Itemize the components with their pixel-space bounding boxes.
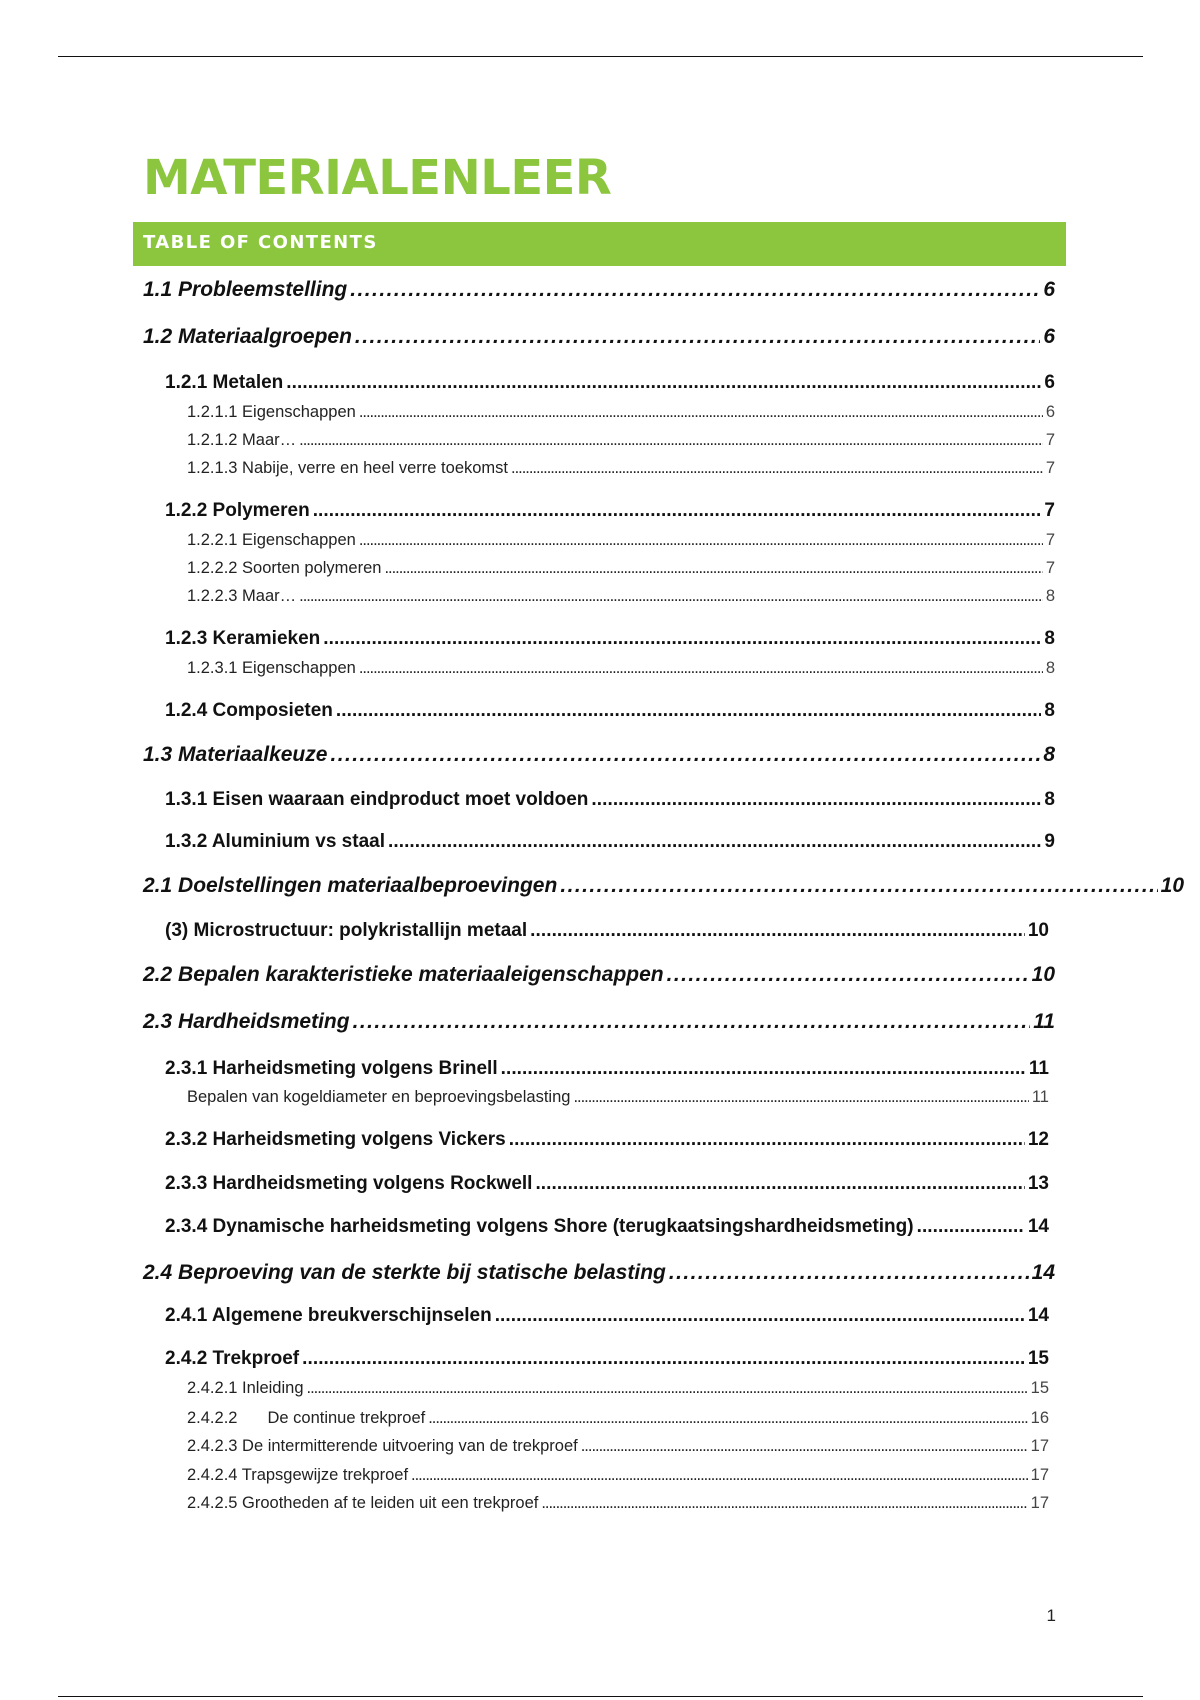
toc-entry-label: 1.2.1 Metalen: [165, 372, 284, 393]
toc-entry[interactable]: [165, 789, 1055, 811]
toc-entry-label: 2.3.3 Hardheidsmeting volgens Rockwell: [165, 1173, 533, 1194]
toc-entry-label: 1.2.2 Polymeren: [165, 500, 310, 521]
toc-leader-dots: [299, 587, 1043, 606]
toc-entry-page: 6: [1044, 372, 1055, 393]
toc-entry-page: 6: [1043, 325, 1055, 348]
toc-leader-dots: [299, 431, 1043, 450]
toc-entry[interactable]: [187, 659, 1055, 678]
toc-leader-dots: [388, 831, 1041, 853]
toc-entry-page: 13: [1027, 1173, 1049, 1194]
toc-entry[interactable]: [165, 700, 1055, 722]
toc-entry-label: 1.2.2.3 Maar…: [187, 587, 297, 605]
toc-entry-page: 8: [1044, 628, 1055, 649]
toc-entry-page: 6: [1043, 278, 1055, 301]
footer-rule: [58, 1696, 1143, 1697]
toc-entry-page: 11: [1028, 1058, 1049, 1079]
toc-entry-label: 1.1 Probleemstelling: [143, 278, 348, 301]
toc-leader-dots: [359, 531, 1043, 550]
toc-entry-page: 8: [1045, 587, 1055, 605]
toc-entry-label: 1.2.4 Composieten: [165, 700, 333, 721]
toc-leader-dots: [313, 500, 1042, 522]
toc-entry-label: 2.4.1 Algemene breukverschijnselen: [165, 1305, 492, 1326]
toc-leader-dots: [359, 659, 1043, 678]
toc-entry-page: 12: [1027, 1129, 1049, 1150]
toc-leader-dots: [530, 920, 1025, 942]
toc-entry-page: 8: [1043, 743, 1055, 766]
toc-entry[interactable]: [143, 278, 1055, 302]
toc-leader-dots: [384, 559, 1042, 578]
toc-leader-dots: [535, 1173, 1024, 1195]
toc-entry-page: 7: [1045, 559, 1055, 577]
toc-entry-label: 1.3 Materiaalkeuze: [143, 743, 328, 766]
toc-entry-label: 2.4.2 Trekproef: [165, 1348, 300, 1369]
toc-entry-page: 8: [1045, 659, 1055, 677]
toc-leader-dots: [495, 1305, 1025, 1327]
toc-entry-page: 10: [1027, 920, 1049, 941]
toc-leader-dots: [917, 1216, 1025, 1238]
toc-entry-page: 17: [1030, 1494, 1049, 1512]
toc-entry-page: 8: [1044, 700, 1055, 721]
toc-entry[interactable]: [187, 531, 1055, 550]
toc-entry-label: (3) Microstructuur: polykristallijn metaal: [165, 920, 528, 941]
toc-entry-label: 2.4.2.4 Trapsgewijze trekproef: [187, 1466, 409, 1484]
toc-entry-label: 2.3 Hardheidsmeting: [143, 1010, 350, 1033]
toc-entry-title: De continue trekproef: [267, 1409, 426, 1427]
toc-entry-label: 2.4 Beproeving van de sterkte bij statische belasting: [143, 1261, 666, 1284]
toc-leader-dots: [286, 372, 1041, 394]
toc-leader-dots: [336, 700, 1042, 722]
toc-entry-page: 17: [1030, 1466, 1049, 1484]
toc-entry-page: 11: [1033, 1010, 1055, 1033]
toc-entry-page: 10: [1031, 963, 1055, 986]
toc-entry-label: Bepalen van kogeldiameter en beproevingsbelasting: [187, 1088, 571, 1106]
toc-leader-dots: [501, 1058, 1026, 1080]
toc-entry[interactable]: [165, 1216, 1049, 1238]
toc-leader-dots: [350, 278, 1040, 302]
toc-leader-dots: [511, 459, 1043, 478]
toc-entry[interactable]: [165, 1305, 1049, 1327]
toc-heading: TABLE OF CONTENTS: [143, 232, 378, 253]
header-rule: [58, 56, 1143, 57]
toc-entry-label: 2.2 Bepalen karakteristieke materiaaleigenschappen: [143, 963, 664, 986]
toc-entry-page: 14: [1031, 1261, 1055, 1284]
toc-entry-page: 11: [1031, 1088, 1049, 1106]
toc-entry[interactable]: [165, 500, 1055, 522]
toc-entry[interactable]: [165, 1348, 1049, 1370]
toc-leader-dots: [302, 1348, 1025, 1370]
toc-entry-page: 6: [1045, 403, 1055, 421]
toc-entry[interactable]: [165, 1058, 1049, 1080]
toc-entry-label: 1.3.1 Eisen waaraan eindproduct moet voldoen: [165, 789, 589, 810]
toc-entry[interactable]: [187, 559, 1055, 578]
toc-entry-page: 7: [1045, 459, 1055, 477]
toc-entry[interactable]: [165, 920, 1049, 942]
toc-leader-dots: [591, 789, 1041, 811]
toc-leader-dots: [330, 743, 1040, 767]
toc-entry-page: 7: [1045, 531, 1055, 549]
toc-entry-page: 10: [1160, 874, 1184, 897]
toc-entry[interactable]: [165, 628, 1055, 650]
toc-leader-dots: [353, 1010, 1031, 1034]
toc-leader-dots: [428, 1409, 1027, 1428]
toc-entry-label: 1.2 Materiaalgroepen: [143, 325, 352, 348]
toc-entry-page: 15: [1027, 1348, 1049, 1369]
toc-entry-page: 7: [1045, 431, 1055, 449]
toc-entry[interactable]: [143, 963, 1055, 987]
toc-leader-dots: [509, 1129, 1025, 1151]
toc-entry[interactable]: [143, 325, 1055, 349]
toc-entry[interactable]: [187, 459, 1055, 478]
toc-entry[interactable]: [187, 1088, 1049, 1107]
toc-leader-dots: [411, 1466, 1028, 1485]
toc-entry[interactable]: [187, 1437, 1049, 1456]
toc-entry-page: 14: [1027, 1305, 1049, 1326]
toc-entry[interactable]: [165, 372, 1055, 394]
toc-entry-label: 1.2.3.1 Eigenschappen: [187, 659, 356, 677]
toc-entry-label: 2.1 Doelstellingen materiaalbeproevingen: [143, 874, 558, 897]
toc-entry-page: 14: [1027, 1216, 1049, 1237]
toc-leader-dots: [355, 325, 1040, 349]
toc-entry[interactable]: [165, 1173, 1049, 1195]
toc-entry-label: 1.2.2.1 Eigenschappen: [187, 531, 356, 549]
toc-entry[interactable]: [187, 1466, 1049, 1485]
toc-entry-page: 16: [1030, 1409, 1049, 1427]
toc-entry-label: 1.2.1.1 Eigenschappen: [187, 403, 356, 421]
toc-leader-dots: [560, 874, 1157, 898]
document-title: MATERIALENLEER: [143, 150, 612, 206]
toc-entry-page: 9: [1044, 831, 1055, 852]
toc-leader-dots: [323, 628, 1041, 650]
toc-entry-label: 2.3.2 Harheidsmeting volgens Vickers: [165, 1129, 506, 1150]
toc-leader-dots: [307, 1379, 1028, 1398]
toc-entry-label: 2.4.2.3 De intermitterende uitvoering van de trekproef: [187, 1437, 578, 1455]
toc-leader-dots: [667, 963, 1029, 987]
toc-entry-page: 17: [1030, 1437, 1049, 1455]
toc-leader-dots: [669, 1261, 1029, 1285]
toc-leader-dots: [359, 403, 1043, 422]
toc-entry-label: 2.3.1 Harheidsmeting volgens Brinell: [165, 1058, 498, 1079]
toc-entry-page: 8: [1044, 789, 1055, 810]
toc-entry-label: 2.3.4 Dynamische harheidsmeting volgens Shore (terugkaatsingshardheidsmeting): [165, 1216, 914, 1237]
toc-entry-label: 2.4.2.1 Inleiding: [187, 1379, 304, 1397]
toc-entry[interactable]: [187, 1379, 1049, 1398]
toc-entry-label: 1.2.1.3 Nabije, verre en heel verre toekomst: [187, 459, 509, 477]
toc-entry[interactable]: [165, 831, 1055, 853]
page-number: 1: [1046, 1606, 1056, 1625]
toc-entry[interactable]: [187, 1409, 1049, 1428]
toc-entry[interactable]: [143, 1261, 1055, 1285]
toc-entry[interactable]: [143, 743, 1055, 767]
toc-entry-label: 1.3.2 Aluminium vs staal: [165, 831, 385, 852]
toc-entry[interactable]: [165, 1129, 1049, 1151]
toc-entry[interactable]: [143, 874, 1184, 898]
toc-entry-label: 2.4.2.5 Grootheden af te leiden uit een trekproef: [187, 1494, 539, 1512]
toc-entry[interactable]: [187, 587, 1055, 606]
toc-entry[interactable]: [187, 1494, 1049, 1513]
toc-leader-dots: [541, 1494, 1027, 1513]
toc-entry[interactable]: [187, 403, 1055, 422]
toc-entry-label: [187, 1409, 425, 1428]
toc-entry[interactable]: [143, 1010, 1055, 1034]
toc-leader-dots: [581, 1437, 1028, 1456]
toc-heading-banner: [133, 222, 1066, 266]
toc-entry[interactable]: [187, 431, 1055, 450]
toc-entry-number: 2.4.2.2: [187, 1409, 238, 1427]
toc-entry-label: 1.2.2.2 Soorten polymeren: [187, 559, 382, 577]
toc-entry-label: 1.2.1.2 Maar…: [187, 431, 297, 449]
toc-entry-label: 1.2.3 Keramieken: [165, 628, 321, 649]
toc-entry-page: 7: [1044, 500, 1055, 521]
toc-entry-page: 15: [1030, 1379, 1049, 1397]
toc-leader-dots: [573, 1088, 1028, 1107]
